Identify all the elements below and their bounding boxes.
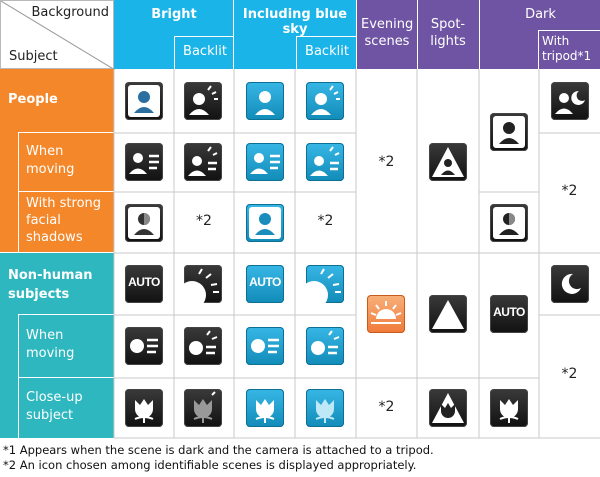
evening-label: Evening scenes [361, 17, 414, 49]
moving-backlit-icon [184, 327, 222, 365]
closeup-bluesky-backlit-icon [306, 389, 344, 427]
person-shadow-bluesky-icon [246, 204, 284, 242]
closeup-label: Close-up subject [26, 390, 83, 423]
footnote-2: *2 An icon chosen among identifiable scenes is displayed appropriately. [3, 458, 417, 472]
note-mark-tripod-nonhuman: *2 [561, 366, 578, 382]
note-mark-tripod-people: *2 [561, 183, 578, 199]
blue-sky-backlit-label: Backlit [305, 44, 349, 59]
person-moving-backlit-icon [184, 143, 222, 181]
night-portrait-shadow-icon [490, 204, 528, 242]
sunset-icon [367, 295, 405, 333]
dark-label: Dark [525, 7, 556, 22]
closeup-dark-icon [490, 389, 528, 427]
person-bright-icon [125, 82, 163, 120]
closeup-bluesky-icon [246, 389, 284, 427]
closeup-bright-icon [125, 389, 163, 427]
auto-text: AUTO [128, 275, 160, 289]
closeup-backlit-icon [184, 389, 222, 427]
bright-label: Bright [151, 7, 197, 22]
person-bluesky-icon [246, 82, 284, 120]
nonhuman-label: Non-human subjects [8, 268, 93, 302]
person-bluesky-backlit-icon [306, 82, 344, 120]
people-label: People [8, 92, 58, 107]
backlit-bluesky-icon [306, 265, 344, 303]
auto-bluesky-text: AUTO [249, 275, 281, 289]
nonhuman-moving-label: When moving [26, 328, 75, 361]
auto-dark-icon [490, 295, 528, 333]
subject-label: Subject [9, 49, 58, 64]
moving-bluesky-backlit-icon [306, 327, 344, 365]
bright-backlit-label: Backlit [183, 44, 227, 59]
backlit-bright-icon [184, 265, 222, 303]
people-shadows-label: With strong facial shadows [26, 196, 102, 245]
closeup-spotlight-icon [429, 389, 467, 427]
note-mark-evening-closeup: *2 [378, 399, 395, 415]
person-moving-bluesky-icon [246, 143, 284, 181]
spotlights-label: Spot-lights [430, 17, 466, 49]
auto-bluesky-icon [246, 265, 284, 303]
person-backlit-icon [184, 82, 222, 120]
spotlight-icon [429, 295, 467, 333]
night-portrait-tripod-icon [551, 82, 589, 120]
night-landscape-tripod-icon [551, 265, 589, 303]
night-portrait-icon [490, 113, 528, 151]
people-moving-label: When moving [26, 144, 75, 177]
note-mark-evening-people: *2 [378, 154, 395, 170]
background-label: Background [31, 5, 109, 20]
note-mark-shadow-bluesky: *2 [317, 213, 334, 229]
note-mark-shadow-bright: *2 [196, 213, 212, 229]
person-shadow-bright-icon [125, 204, 163, 242]
moving-bluesky-icon [246, 327, 284, 365]
auto-bright-icon [125, 265, 163, 303]
auto-dark-text: AUTO [493, 305, 525, 319]
person-moving-bright-icon [125, 143, 163, 181]
tripod-label: With tripod*1 [542, 34, 592, 63]
spotlight-person-icon [429, 143, 467, 181]
moving-bright-icon [125, 327, 163, 365]
person-moving-bluesky-backlit-icon [306, 143, 344, 181]
blue-sky-label: Including blue sky [242, 7, 348, 37]
footnote-1: *1 Appears when the scene is dark and the camera is attached to a tripod. [3, 443, 434, 457]
